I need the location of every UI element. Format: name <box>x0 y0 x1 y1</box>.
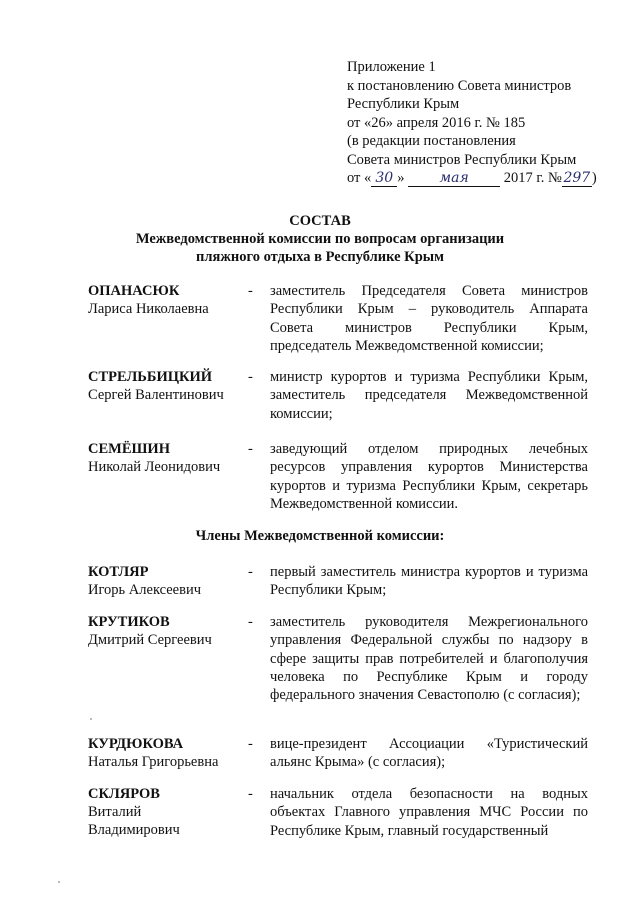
handwritten-month: мая <box>408 171 500 187</box>
commission-member <box>88 282 588 354</box>
member-role: заведующий отделом природных лечебных ресурсов управления курортов Министерства курортов и туризма Республики Крым, секретарь Межведомственной комиссии. <box>270 441 588 512</box>
member-given-name: Виталий Владимирович <box>88 804 180 838</box>
annex-date-line: от « 30 » мая 2017 г. № 297 ) <box>347 170 597 186</box>
member-given-name: Сергей Валентинович <box>88 387 224 403</box>
annex-line: Республики Крым <box>347 96 460 112</box>
commission-member <box>88 368 588 422</box>
separator-dash: - <box>248 283 253 299</box>
member-role: первый заместитель министра курортов и туризма Республики Крым; <box>270 564 588 599</box>
separator-dash: - <box>248 441 253 457</box>
member-surname: ОПАНАСЮК <box>88 283 180 299</box>
annex-line: Приложение 1 <box>347 59 436 75</box>
member-surname: КРУТИКОВ <box>88 614 170 630</box>
member-role: министр курортов и туризма Республики Крым, заместитель председателя Межведомственной комиссии; <box>270 369 588 422</box>
commission-member <box>88 613 588 704</box>
member-surname: СТРЕЛЬБИЦКИЙ <box>88 369 213 385</box>
commission-member <box>88 440 588 512</box>
members-heading: Члены Межведомственной комиссии: <box>195 528 445 544</box>
annex-line: (в редакции постановления <box>347 133 516 149</box>
scan-speck <box>90 718 92 720</box>
separator-dash: - <box>248 614 253 630</box>
separator-dash: - <box>248 564 253 580</box>
member-role: заместитель руководителя Межрегионального управления Федеральной службы по надзору в сфере защиты прав потребителей и благополучия человека по Республике Крым и городу федерального значения Севастополю (с согласия); <box>270 614 588 704</box>
annex-line: от «26» апреля 2016 г. № 185 <box>347 114 526 131</box>
annex-line: Совета министров Республики Крым <box>347 151 577 168</box>
member-given-name: Николай Леонидович <box>88 459 221 475</box>
commission-member <box>88 785 588 839</box>
document-subtitle: Межведомственной комиссии по вопросам организации <box>135 231 505 247</box>
handwritten-day: 30 <box>371 171 397 187</box>
annex-line: к постановлению Совета министров <box>347 77 572 94</box>
commission-member <box>88 735 588 771</box>
document-title: СОСТАВ <box>289 213 351 229</box>
member-surname: СЕМЁШИН <box>88 441 170 457</box>
member-role: начальник отдела безопасности на водных объектах Главного управления МЧС России по Республике Крым, главный государственный <box>270 786 588 839</box>
annex-block <box>347 58 597 188</box>
member-given-name: Игорь Алексеевич <box>88 582 202 598</box>
document-subtitle: пляжного отдыха в Республике Крым <box>196 249 444 265</box>
commission-member <box>88 563 588 599</box>
member-given-name: Наталья Григорьевна <box>88 754 219 770</box>
handwritten-number: 297 <box>563 170 591 186</box>
separator-dash: - <box>248 736 253 752</box>
member-given-name: Лариса Николаевна <box>88 301 209 317</box>
member-role: вице-президент Ассоциации «Туристический альянс Крыма» (с согласия); <box>270 736 588 771</box>
scan-speck <box>58 881 60 883</box>
member-role: заместитель Председателя Совета министров Республики Крым – руководитель Аппарата Совета министров Республики Крым, председатель Межведомственной комиссии; <box>270 283 588 354</box>
member-surname: СКЛЯРОВ <box>88 786 160 802</box>
separator-dash: - <box>248 786 253 802</box>
separator-dash: - <box>248 369 253 385</box>
member-surname: КУРДЮКОВА <box>88 736 184 752</box>
member-given-name: Дмитрий Сергеевич <box>88 632 212 648</box>
member-surname: КОТЛЯР <box>88 564 149 580</box>
